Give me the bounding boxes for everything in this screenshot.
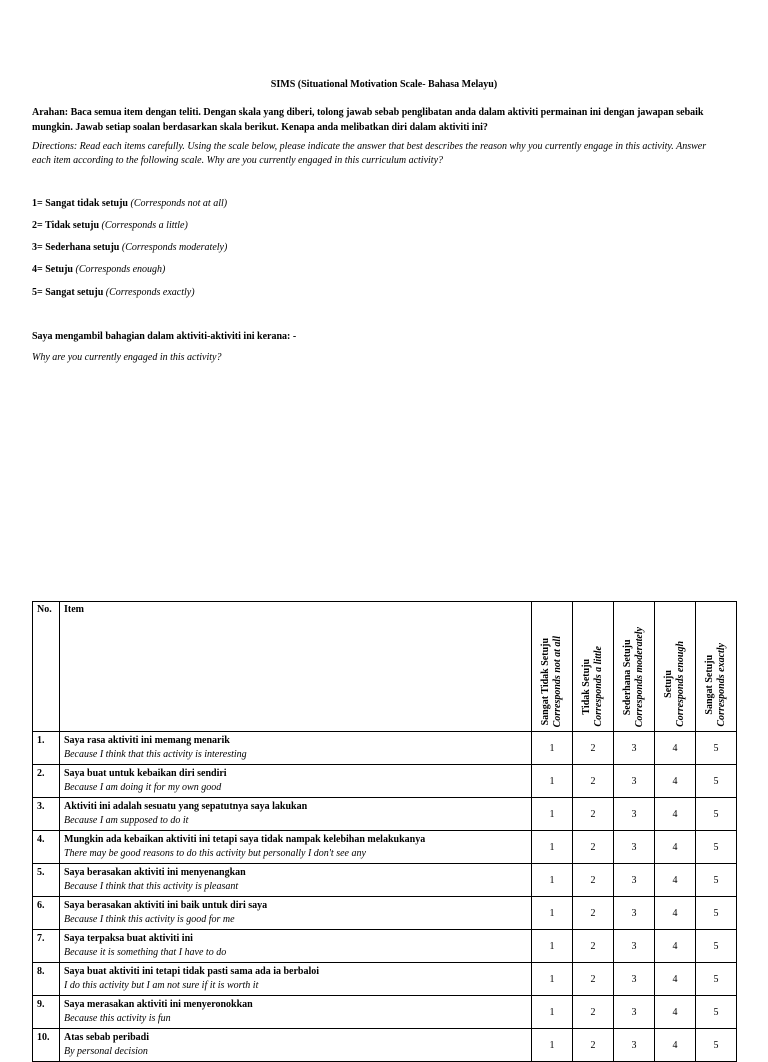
rating-option-5[interactable]: 5 (696, 831, 737, 864)
rating-option-4[interactable]: 4 (655, 732, 696, 765)
item-text (60, 864, 532, 897)
rating-option-2[interactable]: 2 (573, 831, 614, 864)
instructions-english: Directions: Read each items carefully. Using the scale below, please indicate the answer that best describes the reason why you currently engage in this activity. Answer each item according to the following scale. Why are you currently engaged in this curriculum activity? (32, 141, 707, 166)
item-statement-english: By personal decision (64, 1046, 148, 1057)
rating-option-1[interactable]: 1 (532, 930, 573, 963)
rating-option-1[interactable]: 1 (532, 864, 573, 897)
item-number: 9. (33, 996, 60, 1029)
scale-label: 2= Tidak setuju (32, 220, 100, 231)
scale-translation: (Corresponds enough) (75, 264, 166, 275)
rating-option-3[interactable]: 3 (614, 897, 655, 930)
rating-option-1[interactable]: 1 (532, 897, 573, 930)
scale-item (32, 220, 188, 231)
question-malay: Saya mengambil bahagian dalam aktiviti-aktiviti ini kerana: - (32, 331, 297, 342)
rating-option-3[interactable]: 3 (614, 798, 655, 831)
table-row (33, 930, 737, 963)
column-header-label: Setuju (663, 670, 674, 698)
column-header-translation: Corresponds moderately (634, 626, 645, 727)
item-statement-malay: Atas sebab peribadi (64, 1032, 150, 1043)
item-number: 7. (33, 930, 60, 963)
question-english: Why are you currently engaged in this activity? (32, 352, 222, 363)
rating-option-3[interactable]: 3 (614, 732, 655, 765)
item-number: 8. (33, 963, 60, 996)
item-statement-english: Because I am doing it for my own good (64, 782, 222, 793)
questionnaire-table (32, 601, 737, 1062)
rating-option-1[interactable]: 1 (532, 798, 573, 831)
table-row (33, 831, 737, 864)
table-row (33, 798, 737, 831)
column-header-translation: Corresponds not at all (552, 635, 563, 727)
rating-option-5[interactable]: 5 (696, 930, 737, 963)
column-header-translation: Corresponds a little (593, 646, 604, 727)
rating-option-4[interactable]: 4 (655, 765, 696, 798)
instructions-malay: Arahan: Baca semua item dengan teliti. Dengan skala yang diberi, tolong jawab sebab penglibatan anda dalam aktiviti permainan ini dengan jawapan sebaik mungkin. Jawab setiap soalan berdasarkan skala berikut. Kenapa anda melibatkan diri dalam aktiviti ini? (32, 107, 704, 133)
item-statement-malay: Mungkin ada kebaikan aktiviti ini tetapi saya tidak nampak kelebihan melakukanya (64, 834, 426, 845)
item-text (60, 732, 532, 765)
rating-option-4[interactable]: 4 (655, 930, 696, 963)
document-title: SIMS (Situational Motivation Scale- Bahasa Melayu) (270, 79, 498, 90)
rating-option-2[interactable]: 2 (573, 765, 614, 798)
column-header-scale-2 (573, 602, 614, 732)
item-statement-malay: Saya buat aktiviti ini tetapi tidak pasti sama ada ia berbaloi (64, 966, 320, 977)
column-header-translation: Corresponds enough (675, 641, 686, 727)
column-header-number: No. (33, 602, 60, 732)
rating-option-3[interactable]: 3 (614, 1029, 655, 1062)
item-statement-malay: Saya berasakan aktiviti ini menyenangkan (64, 867, 246, 878)
rating-option-1[interactable]: 1 (532, 1029, 573, 1062)
item-statement-malay: Aktiviti ini adalah sesuatu yang sepatutnya saya lakukan (64, 801, 308, 812)
column-header-scale-3 (614, 602, 655, 732)
item-statement-malay: Saya buat untuk kebaikan diri sendiri (64, 768, 227, 779)
column-header-scale-1 (532, 602, 573, 732)
rating-option-4[interactable]: 4 (655, 963, 696, 996)
table-row (33, 897, 737, 930)
table-row (33, 963, 737, 996)
scale-label: 3= Sederhana setuju (32, 242, 120, 253)
item-number: 4. (33, 831, 60, 864)
column-header-label: Tidak Setuju (581, 658, 592, 715)
item-number: 10. (33, 1029, 60, 1062)
rating-option-3[interactable]: 3 (614, 864, 655, 897)
item-statement-english: Because this activity is fun (64, 1013, 171, 1024)
rating-option-3[interactable]: 3 (614, 765, 655, 798)
rating-option-5[interactable]: 5 (696, 1029, 737, 1062)
rating-option-2[interactable]: 2 (573, 864, 614, 897)
column-header-translation: Corresponds exactly (716, 643, 727, 727)
item-text (60, 798, 532, 831)
rating-option-3[interactable]: 3 (614, 930, 655, 963)
item-text (60, 963, 532, 996)
rating-option-4[interactable]: 4 (655, 798, 696, 831)
rating-option-1[interactable]: 1 (532, 732, 573, 765)
rating-option-2[interactable]: 2 (573, 963, 614, 996)
scale-translation: (Corresponds moderately) (121, 242, 228, 253)
item-statement-malay: Saya berasakan aktiviti ini baik untuk diri saya (64, 900, 268, 911)
item-number: 2. (33, 765, 60, 798)
rating-option-5[interactable]: 5 (696, 798, 737, 831)
item-statement-english: Because I think this activity is good for me (64, 914, 235, 925)
item-statement-english: Because I think that this activity is pleasant (64, 881, 239, 892)
item-text (60, 765, 532, 798)
item-number: 3. (33, 798, 60, 831)
scale-item (32, 264, 165, 275)
column-header-label: Sangat Setuju (704, 655, 715, 716)
scale-translation: (Corresponds exactly) (105, 287, 195, 298)
rating-option-5[interactable]: 5 (696, 963, 737, 996)
rating-option-2[interactable]: 2 (573, 732, 614, 765)
column-header-item: Item (60, 602, 532, 732)
rating-option-4[interactable]: 4 (655, 864, 696, 897)
column-header-scale-5 (696, 602, 737, 732)
rating-option-4[interactable]: 4 (655, 996, 696, 1029)
rating-option-2[interactable]: 2 (573, 798, 614, 831)
item-number: 5. (33, 864, 60, 897)
table-row (33, 765, 737, 798)
rating-option-5[interactable]: 5 (696, 765, 737, 798)
rating-option-3[interactable]: 3 (614, 996, 655, 1029)
rating-option-4[interactable]: 4 (655, 831, 696, 864)
item-text (60, 930, 532, 963)
scale-item (32, 287, 195, 298)
column-header-label: Sangat Tidak Setuju (540, 637, 551, 726)
scale-label: 1= Sangat tidak setuju (32, 198, 128, 209)
rating-option-2[interactable]: 2 (573, 1029, 614, 1062)
rating-option-2[interactable]: 2 (573, 930, 614, 963)
rating-option-4[interactable]: 4 (655, 1029, 696, 1062)
rating-option-4[interactable]: 4 (655, 897, 696, 930)
scale-translation: (Corresponds not at all) (130, 198, 228, 209)
scale-item (32, 198, 227, 209)
rating-option-5[interactable]: 5 (696, 996, 737, 1029)
rating-option-1[interactable]: 1 (532, 765, 573, 798)
rating-option-5[interactable]: 5 (696, 864, 737, 897)
item-statement-malay: Saya rasa aktiviti ini memang menarik (64, 735, 230, 746)
scale-translation: (Corresponds a little) (101, 220, 188, 231)
scale-label: 5= Sangat setuju (32, 287, 104, 298)
column-header-scale-4 (655, 602, 696, 732)
column-header-label: Sederhana Setuju (622, 638, 633, 715)
item-number: 6. (33, 897, 60, 930)
table-header-row (33, 602, 737, 732)
item-statement-english: There may be good reasons to do this activity but personally I don't see any (64, 848, 366, 859)
item-statement-malay: Saya terpaksa buat aktiviti ini (64, 933, 193, 944)
rating-option-5[interactable]: 5 (696, 732, 737, 765)
table-row (33, 732, 737, 765)
scale-label: 4= Setuju (32, 264, 73, 275)
rating-option-5[interactable]: 5 (696, 897, 737, 930)
table-row (33, 864, 737, 897)
item-statement-english: Because it is something that I have to do (64, 947, 227, 958)
rating-option-2[interactable]: 2 (573, 996, 614, 1029)
item-number: 1. (33, 732, 60, 765)
rating-option-1[interactable]: 1 (532, 996, 573, 1029)
rating-option-3[interactable]: 3 (614, 831, 655, 864)
table-row (33, 1029, 737, 1062)
item-statement-english: Because I think that this activity is interesting (64, 749, 247, 760)
item-text (60, 897, 532, 930)
scale-item (32, 242, 227, 253)
item-statement-malay: Saya merasakan aktiviti ini menyeronokkan (64, 999, 253, 1010)
item-text (60, 1029, 532, 1062)
item-statement-english: I do this activity but I am not sure if it is worth it (64, 980, 259, 991)
rating-option-1[interactable]: 1 (532, 963, 573, 996)
rating-option-3[interactable]: 3 (614, 963, 655, 996)
item-statement-english: Because I am supposed to do it (64, 815, 189, 826)
rating-option-2[interactable]: 2 (573, 897, 614, 930)
rating-option-1[interactable]: 1 (532, 831, 573, 864)
item-text (60, 831, 532, 864)
